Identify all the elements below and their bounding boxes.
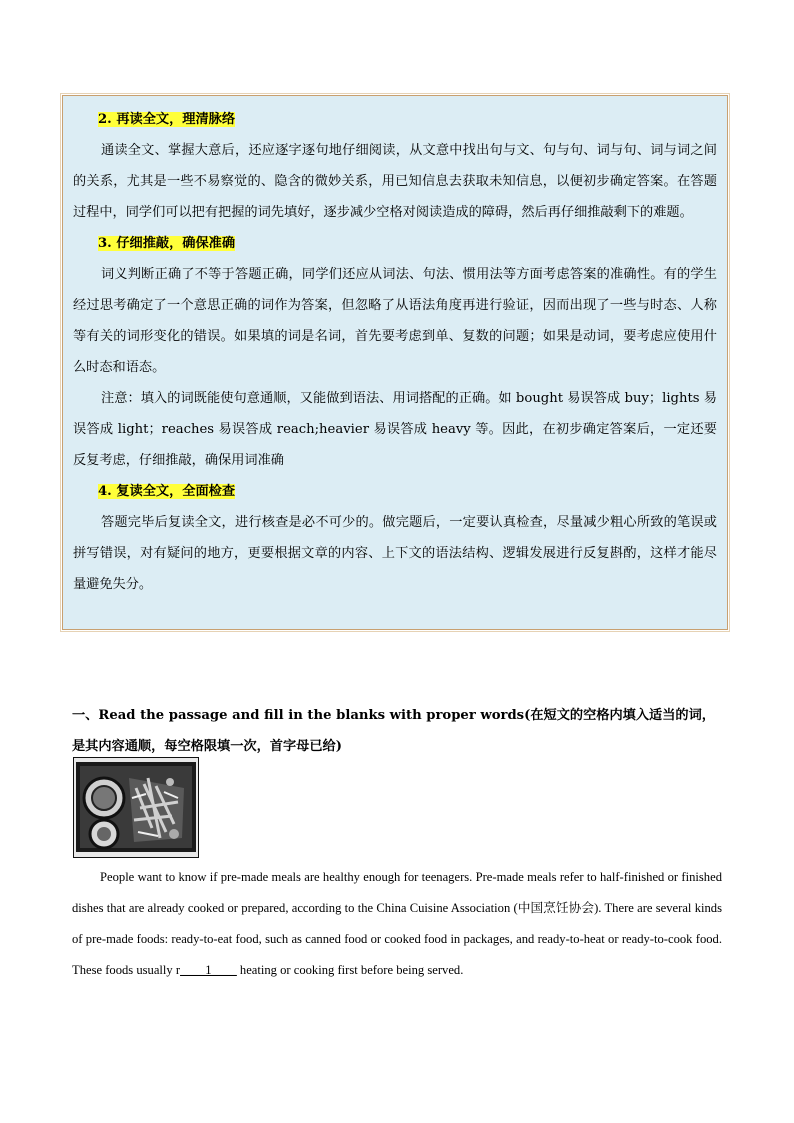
passage-paragraph: People want to know if pre-made meals are healthy enough for teenagers. Pre-made meals refer to half-finished or finished dishes that are already cooked or prepared, according to the China Cuisine Association (中国烹饪协会). There are several kinds of pre-made foods: ready-to-eat food, such as canned food or cooked food in packages, and ready-to-heat or ready-to-cook food. These foods usually r____1____ heating or cooking first before being served.: [72, 870, 722, 977]
tip-heading-4: 4. 复读全文，全面检查: [98, 484, 236, 499]
tip-paragraph-2: 通读全文、掌握大意后，还应逐字逐句地仔细阅读，从文意中找出句与文、句与句、词与句、词与词之间的关系，尤其是一些不易察觉的、隐含的微妙关系，用已知信息去获取未知信息，以便初步确定答案。在答题过程中，同学们可以把有把握的词先填好，逐步减少空格对阅读造成的障碍，然后再仔细推敲剩下的难题。: [73, 143, 717, 220]
tip-paragraph-3a: 词义判断正确了不等于答题正确，同学们还应从词法、句法、惯用法等方面考虑答案的准确性。有的学生经过思考确定了一个意思正确的词作为答案，但忽略了从语法角度再进行验证，因而出现了一些与时态、人称等有关的词形变化的错误。如果填的词是名词，首先要考虑到单、复数的问题；如果是动词，要考虑应使用什么时态和语态。: [73, 267, 717, 375]
pre-made-meal-photo: [73, 757, 199, 858]
tips-box: [62, 95, 728, 630]
food-tray-illustration: [74, 758, 198, 857]
tip-heading-2: 2. 再读全文，理清脉络: [98, 112, 236, 127]
exercise-title: 一、Read the passage and fill in the blanks with proper words(在短文的空格内填入适当的词，是其内容通顺，每空格限填一次，首字母已给): [72, 708, 715, 754]
tip-paragraph-4: 答题完毕后复读全文，进行核查是必不可少的。做完题后，一定要认真检查，尽量减少粗心所致的笔误或拼写错误，对有疑问的地方，更要根据文章的内容、上下文的语法结构、逻辑发展进行反复斟酌，这样才能尽量避免失分。: [73, 515, 717, 592]
blank-1[interactable]: ____1____: [180, 963, 237, 977]
tip-paragraph-3b: 注意：填入的词既能使句意通顺，又能做到语法、用词搭配的正确。如 bought 易误答成 buy；lights 易误答成 light；reaches 易误答成 reach;heavier 易误答成 heavy 等。因此，在初步确定答案后，一定还要反复考虑，仔细推敲，确保用词准确: [73, 391, 717, 468]
tip-heading-3: 3. 仔细推敲，确保准确: [98, 236, 236, 251]
